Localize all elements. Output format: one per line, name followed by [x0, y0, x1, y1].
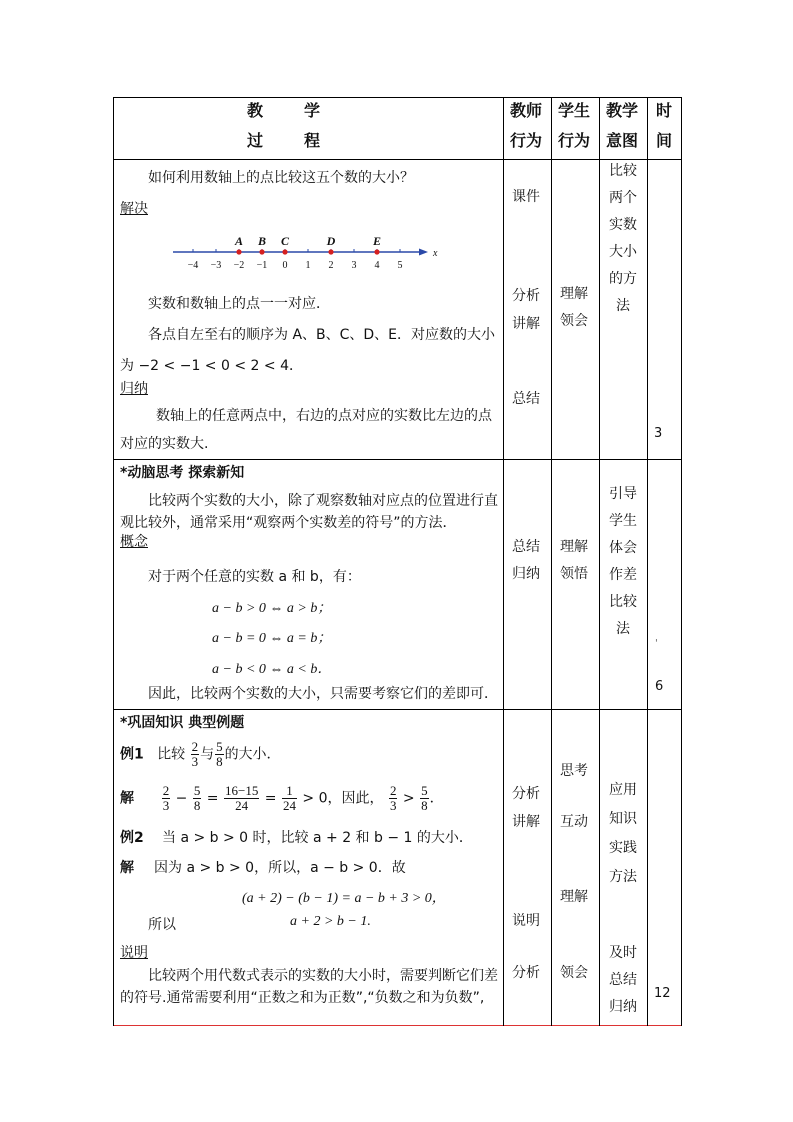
s2-formula-1: a − b > 0 ⇔ a > b； — [212, 601, 332, 616]
header-process-1: 教 — [247, 101, 264, 120]
point-E — [374, 249, 379, 254]
point-D — [328, 249, 333, 254]
s3-p2: 的符号.通常需要利用“正数之和为正数”,“负数之和为负数”, — [120, 990, 485, 1006]
col-line-5 — [681, 97, 682, 1026]
col-line-2 — [551, 97, 552, 1026]
s2-p1: 比较两个实数的大小，除了观察数轴对应点的位置进行直 — [148, 493, 498, 509]
s2-student-1: 理解 — [560, 539, 588, 555]
s3-solution-1: 解 $\frac{2}{3}$ − $\frac{5}{8}$ = $\frac{16-15}{24}$ = $\frac{1}{24}$ > 0，因此， $\frac{2}{3}$ > $\frac{5}{8}$ ． — [120, 783, 444, 813]
s3-student-3: 理解 — [560, 889, 588, 905]
s1-p4: 数轴上的任意两点中，右边的点对应的实数比左边的点 — [156, 408, 492, 424]
col-line-0 — [113, 97, 114, 1026]
s3-intent-b: 及时 总结 归纳 — [609, 945, 637, 1015]
point-B — [259, 249, 264, 254]
s3-example-1: 例1 比较 $\frac{2}{3}$ 与 $\frac{5}{8}$ 的大小． — [120, 739, 281, 769]
s2-p2: 观比较外，通常采用“观察两个实数差的符号”的方法． — [120, 515, 457, 531]
s3-teacher-3: 说明 — [512, 913, 540, 929]
s1-time: 3 — [654, 426, 663, 441]
s2-teacher-1: 总结 — [512, 539, 540, 555]
s3-example-2-label: 例2 — [120, 830, 144, 846]
tick-label: −3 — [210, 260, 222, 271]
s3-solution-2-so: 所以 — [148, 917, 176, 933]
col-line-1 — [503, 97, 504, 1026]
s3-time: 12 — [654, 986, 671, 1001]
header-teacher-1: 教师 — [510, 101, 543, 120]
s3-solution-2-text: 因为 a > b > 0，所以，a − b > 0．故 — [154, 860, 406, 876]
s3-intent-a: 应用 知识 实践 方法 — [609, 782, 637, 885]
header-process-2: 学 — [304, 101, 321, 120]
point-label-B: B — [257, 234, 267, 248]
s3-solution-2-eq: (a + 2) − (b − 1) = a − b + 3 > 0， — [242, 891, 446, 906]
s1-teacher-2: 分析 — [512, 288, 540, 304]
s1-p2: 各点自左至右的顺序为 A、B、C、D、E．对应数的大小 — [148, 327, 496, 343]
s1-p1: 实数和数轴上的点一一对应． — [148, 296, 330, 312]
s2-intent: 引导 学生 体会 作差 比较 法 — [609, 486, 637, 637]
s3-example-2-text: 当 a > b > 0 时，比较 a + 2 和 b − 1 的大小． — [162, 830, 473, 846]
header-process-3: 过 — [247, 131, 264, 150]
s2-time-mark: ' — [655, 638, 658, 649]
s2-title: *动脑思考 探索新知 — [120, 465, 245, 481]
s3-solution-2-label: 解 — [120, 860, 134, 876]
s1-student-2: 领会 — [560, 313, 588, 329]
s1-p3: 为 −2 < −1 < 0 < 2 < 4． — [120, 358, 303, 374]
s3-student-1: 思考 — [560, 763, 588, 779]
tick-label: 3 — [351, 260, 357, 271]
s1-teacher-4: 总结 — [512, 391, 540, 407]
header-intent-1: 教学 — [606, 101, 639, 120]
s2-teacher-2: 归纳 — [512, 566, 540, 582]
header-divider — [113, 159, 682, 160]
table-border-bottom — [113, 1025, 682, 1026]
s3-student-4: 领会 — [560, 965, 588, 981]
header-intent-2: 意图 — [606, 131, 639, 150]
point-A — [236, 249, 241, 254]
point-C — [282, 249, 287, 254]
header-process-4: 程 — [304, 131, 321, 150]
s3-teacher-2: 讲解 — [512, 814, 540, 830]
tick-label: −1 — [256, 260, 268, 271]
s3-teacher-1: 分析 — [512, 786, 540, 802]
s1-p5: 对应的实数大. — [120, 436, 209, 452]
header-time-2: 间 — [656, 131, 673, 150]
s2-formula-3: a − b < 0 ⇔ a < b． — [212, 662, 332, 677]
number-line — [170, 230, 450, 274]
row1-divider — [113, 459, 682, 460]
point-label-E: E — [372, 234, 382, 248]
tick-label: 5 — [397, 260, 403, 271]
s2-student-2: 领悟 — [560, 566, 588, 582]
s3-title: *巩固知识 典型例题 — [120, 715, 245, 731]
header-time-1: 时 — [656, 101, 673, 120]
s3-student-2: 互动 — [560, 814, 588, 830]
s1-question: 如何利用数轴上的点比较这五个数的大小？ — [148, 170, 414, 186]
row2-divider — [113, 709, 682, 710]
s1-student-1: 理解 — [560, 286, 588, 302]
s2-p3: 对于两个任意的实数 a 和 b，有： — [148, 569, 361, 585]
col-line-4 — [647, 97, 648, 1026]
s2-time: 6 — [655, 679, 664, 694]
s1-teacher-3: 讲解 — [512, 316, 540, 332]
s3-p1: 比较两个用代数式表示的实数的大小时，需要判断它们差 — [148, 968, 498, 984]
axis-label-x: x — [433, 248, 438, 259]
header-student-2: 行为 — [558, 131, 591, 150]
s3-note-label: 说明 — [120, 945, 148, 961]
s2-formula-2: a − b = 0 ⇔ a = b； — [212, 631, 332, 646]
tick-label: 2 — [328, 260, 334, 271]
header-student-1: 学生 — [558, 101, 591, 120]
tick-label: 0 — [282, 260, 288, 271]
s1-solve-label: 解决 — [120, 201, 148, 217]
header-teacher-2: 行为 — [510, 131, 543, 150]
tick-label: 1 — [305, 260, 311, 271]
point-label-D: D — [326, 234, 336, 248]
s1-teacher-1: 课件 — [512, 189, 540, 205]
point-label-A: A — [234, 234, 244, 248]
s3-teacher-4: 分析 — [512, 965, 540, 981]
s1-intent: 比较 两个 实数 大小 的方 法 — [609, 163, 637, 314]
point-label-C: C — [280, 234, 290, 248]
tick-label: −4 — [187, 260, 199, 271]
tick-label: 4 — [374, 260, 380, 271]
tick-label: −2 — [233, 260, 245, 271]
s2-p4: 因此，比较两个实数的大小，只需要考察它们的差即可． — [148, 686, 498, 702]
table-border-top — [113, 97, 682, 98]
s2-concept-label: 概念 — [120, 534, 148, 550]
s1-summary-label: 归纳 — [120, 381, 148, 397]
s3-solution-2-result: a + 2 > b − 1. — [290, 914, 371, 929]
